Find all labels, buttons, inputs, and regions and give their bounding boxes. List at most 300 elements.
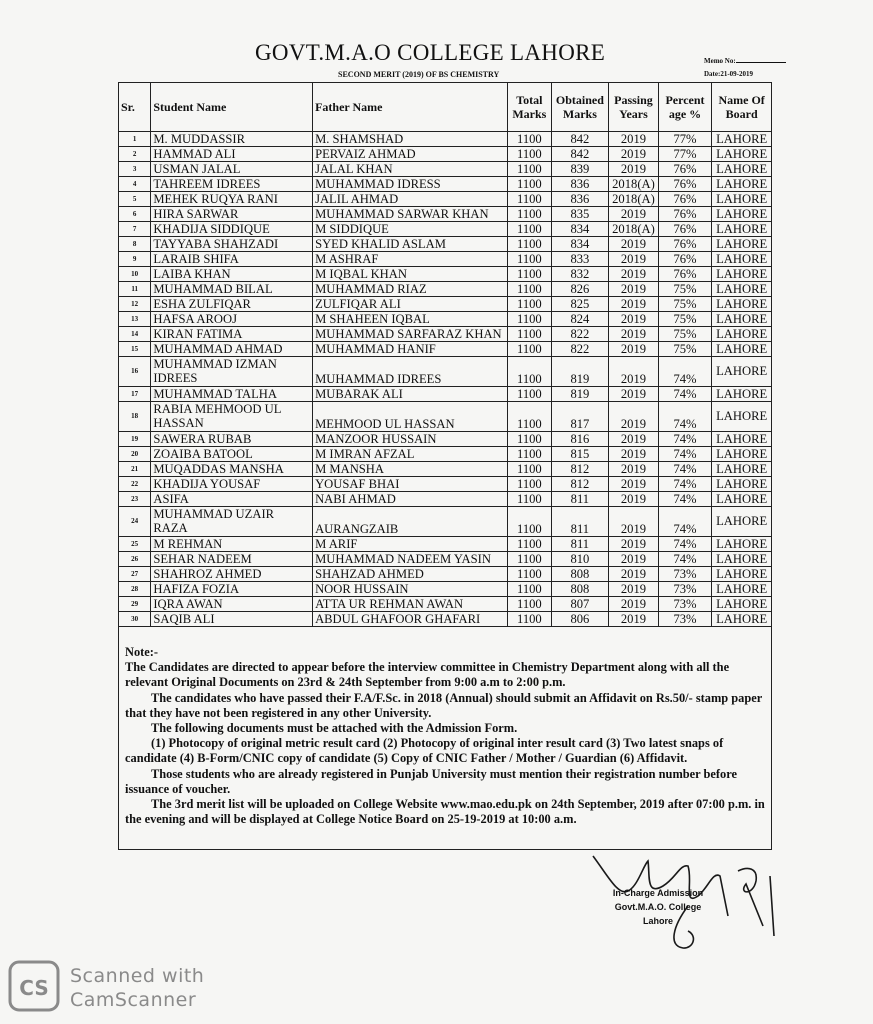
cell-percentage: 75%	[658, 342, 712, 357]
cell-student-name: HIRA SARWAR	[151, 207, 313, 222]
cell-student-name: KHADIJA YOUSAF	[151, 477, 313, 492]
table-row	[119, 612, 772, 627]
cell-sr: 18	[119, 402, 151, 432]
cell-sr: 7	[119, 222, 151, 237]
cell-percentage: 74%	[658, 432, 712, 447]
cell-percentage: 77%	[658, 132, 712, 147]
table-row	[119, 207, 772, 222]
cell-percentage: 74%	[658, 447, 712, 462]
cell-passing-year: 2019	[609, 312, 659, 327]
cell-obtained-marks: 807	[551, 597, 609, 612]
cell-sr: 10	[119, 267, 151, 282]
cell-student-name: M. MUDDASSIR	[151, 132, 313, 147]
cell-obtained-marks: 835	[551, 207, 609, 222]
signatory-college: Govt.M.A.O. College	[614, 902, 702, 912]
cell-obtained-marks: 819	[551, 357, 609, 387]
cell-obtained-marks: 836	[551, 192, 609, 207]
cell-total-marks: 1100	[508, 477, 551, 492]
cell-father-name: M. SHAMSHAD	[313, 132, 508, 147]
cell-father-name: M IQBAL KHAN	[313, 267, 508, 282]
document-date: Date:21-09-2019	[704, 70, 753, 78]
cell-passing-year: 2019	[609, 147, 659, 162]
cell-percentage: 74%	[658, 492, 712, 507]
table-row	[119, 132, 772, 147]
cell-passing-year: 2019	[609, 537, 659, 552]
cell-board: LAHORE	[712, 282, 772, 297]
cell-passing-year: 2019	[609, 432, 659, 447]
cell-total-marks: 1100	[508, 207, 551, 222]
cell-passing-year: 2019	[609, 597, 659, 612]
cell-passing-year: 2018(A)	[609, 177, 659, 192]
cell-sr: 8	[119, 237, 151, 252]
table-row	[119, 252, 772, 267]
merit-table	[118, 82, 772, 627]
table-row	[119, 192, 772, 207]
cell-total-marks: 1100	[508, 162, 551, 177]
cell-board: LAHORE	[712, 207, 772, 222]
cell-obtained-marks: 833	[551, 252, 609, 267]
table-row	[119, 447, 772, 462]
cell-board: LAHORE	[712, 387, 772, 402]
cell-board: LAHORE	[712, 237, 772, 252]
cell-sr: 30	[119, 612, 151, 627]
cell-student-name: LARAIB SHIFA	[151, 252, 313, 267]
cell-total-marks: 1100	[508, 582, 551, 597]
cell-obtained-marks: 819	[551, 387, 609, 402]
cell-board: LAHORE	[712, 432, 772, 447]
cell-father-name: M ARIF	[313, 537, 508, 552]
cell-percentage: 76%	[658, 192, 712, 207]
cell-total-marks: 1100	[508, 192, 551, 207]
cell-student-name: HAFSA AROOJ	[151, 312, 313, 327]
cell-obtained-marks: 808	[551, 582, 609, 597]
cell-student-name: RABIA MEHMOOD UL HASSAN	[151, 402, 313, 432]
column-header-sr: Sr.	[119, 83, 151, 132]
cell-percentage: 76%	[658, 162, 712, 177]
note-document-list: (1) Photocopy of original metric result card (2) Photocopy of original inter result card (3) Two latest snaps of candidate (4) B-Form/CNIC copy of candidate (5) Copy of CNIC Father / Mother / Guardian (6) Affidavit.	[125, 736, 724, 766]
cell-percentage: 74%	[658, 462, 712, 477]
watermark-line-1: Scanned with	[70, 965, 205, 987]
cell-father-name: NOOR HUSSAIN	[313, 582, 508, 597]
cell-board: LAHORE	[712, 537, 772, 552]
column-header-board: Name Of Board	[712, 83, 772, 132]
cell-passing-year: 2019	[609, 267, 659, 282]
cell-student-name: SAWERA RUBAB	[151, 432, 313, 447]
cell-obtained-marks: 811	[551, 492, 609, 507]
cell-father-name: MUHAMMAD HANIF	[313, 342, 508, 357]
cell-father-name: MUHAMMAD RIAZ	[313, 282, 508, 297]
cell-sr: 24	[119, 507, 151, 537]
cell-passing-year: 2019	[609, 552, 659, 567]
table-row	[119, 297, 772, 312]
table-row	[119, 282, 772, 297]
table-row	[119, 462, 772, 477]
cell-father-name: NABI AHMAD	[313, 492, 508, 507]
cell-father-name: M SHAHEEN IQBAL	[313, 312, 508, 327]
cell-student-name: HAMMAD ALI	[151, 147, 313, 162]
cell-obtained-marks: 822	[551, 327, 609, 342]
cell-total-marks: 1100	[508, 507, 551, 537]
cell-student-name: TAHREEM IDREES	[151, 177, 313, 192]
page-title: GOVT.M.A.O COLLEGE LAHORE	[255, 40, 606, 65]
cell-percentage: 74%	[658, 552, 712, 567]
cell-father-name: PERVAIZ AHMAD	[313, 147, 508, 162]
cell-percentage: 76%	[658, 207, 712, 222]
cell-father-name: MUHAMMAD SARFARAZ KHAN	[313, 327, 508, 342]
cell-obtained-marks: 834	[551, 237, 609, 252]
cell-father-name: YOUSAF BHAI	[313, 477, 508, 492]
table-row	[119, 177, 772, 192]
cell-percentage: 76%	[658, 267, 712, 282]
cell-obtained-marks: 822	[551, 342, 609, 357]
cell-board: LAHORE	[712, 447, 772, 462]
cell-passing-year: 2019	[609, 357, 659, 387]
note-interview: The Candidates are directed to appear before the interview committee in Chemistry Department along with all the relevant Original Documents on 23rd & 24th September from 9:00 a.m to 2:00 p.m.	[125, 660, 730, 690]
table-row	[119, 327, 772, 342]
cell-percentage: 73%	[658, 567, 712, 582]
cell-passing-year: 2019	[609, 132, 659, 147]
cell-board: LAHORE	[712, 312, 772, 327]
cell-sr: 28	[119, 582, 151, 597]
cell-passing-year: 2019	[609, 492, 659, 507]
cell-sr: 23	[119, 492, 151, 507]
cell-total-marks: 1100	[508, 267, 551, 282]
cell-percentage: 74%	[658, 477, 712, 492]
cell-total-marks: 1100	[508, 327, 551, 342]
cell-passing-year: 2019	[609, 402, 659, 432]
cell-student-name: HAFIZA FOZIA	[151, 582, 313, 597]
cell-obtained-marks: 836	[551, 177, 609, 192]
cell-passing-year: 2019	[609, 612, 659, 627]
cell-board: LAHORE	[712, 162, 772, 177]
table-row	[119, 162, 772, 177]
cell-father-name: M IMRAN AFZAL	[313, 447, 508, 462]
cell-father-name: SHAHZAD AHMED	[313, 567, 508, 582]
cell-passing-year: 2019	[609, 507, 659, 537]
cell-board: LAHORE	[712, 327, 772, 342]
cell-passing-year: 2018(A)	[609, 192, 659, 207]
cell-percentage: 76%	[658, 237, 712, 252]
cell-obtained-marks: 834	[551, 222, 609, 237]
table-row	[119, 492, 772, 507]
cell-board: LAHORE	[712, 147, 772, 162]
cell-sr: 1	[119, 132, 151, 147]
cell-student-name: ASIFA	[151, 492, 313, 507]
cell-board: LAHORE	[712, 357, 772, 387]
cell-total-marks: 1100	[508, 462, 551, 477]
cell-obtained-marks: 808	[551, 567, 609, 582]
table-row	[119, 402, 772, 432]
cell-percentage: 73%	[658, 612, 712, 627]
cell-student-name: ZOAIBA BATOOL	[151, 447, 313, 462]
cell-passing-year: 2019	[609, 567, 659, 582]
cell-sr: 25	[119, 537, 151, 552]
cell-sr: 12	[119, 297, 151, 312]
table-body	[119, 132, 772, 627]
cell-father-name: ZULFIQAR ALI	[313, 297, 508, 312]
cell-total-marks: 1100	[508, 432, 551, 447]
note-registered-students: Those students who are already registered in Punjab University must mention their registration number before issuance of voucher.	[125, 766, 738, 796]
cell-passing-year: 2019	[609, 327, 659, 342]
cell-total-marks: 1100	[508, 222, 551, 237]
table-header-row	[119, 83, 772, 132]
cell-passing-year: 2019	[609, 447, 659, 462]
cell-sr: 5	[119, 192, 151, 207]
cell-board: LAHORE	[712, 552, 772, 567]
cell-father-name: MUHAMMAD IDREES	[313, 357, 508, 387]
note-documents: The following documents must be attached with the Admission Form.	[151, 721, 518, 736]
camscanner-watermark	[70, 964, 204, 1012]
cell-total-marks: 1100	[508, 492, 551, 507]
column-header-obtained-marks: Obtained Marks	[551, 83, 609, 132]
cell-student-name: KHADIJA SIDDIQUE	[151, 222, 313, 237]
cell-obtained-marks: 842	[551, 147, 609, 162]
cell-percentage: 76%	[658, 177, 712, 192]
cell-passing-year: 2019	[609, 477, 659, 492]
note-third-merit-list: The 3rd merit list will be uploaded on College Website www.mao.edu.pk on 24th September, 2019 after 07:00 p.m. in the evening and will be displayed at College Notice Board on 25-19-2019 at 10:00 a.m.	[125, 797, 765, 827]
signatory-block	[606, 886, 710, 928]
cell-father-name: M SIDDIQUE	[313, 222, 508, 237]
table-row	[119, 237, 772, 252]
cell-passing-year: 2019	[609, 237, 659, 252]
cell-student-name: MUHAMMAD TALHA	[151, 387, 313, 402]
cell-student-name: SEHAR NADEEM	[151, 552, 313, 567]
cell-board: LAHORE	[712, 612, 772, 627]
cell-passing-year: 2019	[609, 387, 659, 402]
cell-sr: 11	[119, 282, 151, 297]
column-header-passing-years: Passing Years	[609, 83, 659, 132]
table-row	[119, 147, 772, 162]
cell-father-name: M ASHRAF	[313, 252, 508, 267]
cell-total-marks: 1100	[508, 342, 551, 357]
cell-percentage: 73%	[658, 597, 712, 612]
cell-passing-year: 2019	[609, 297, 659, 312]
table-row	[119, 597, 772, 612]
memo-blank-line	[736, 62, 786, 63]
cell-obtained-marks: 832	[551, 267, 609, 282]
table-row	[119, 537, 772, 552]
cell-father-name: MEHMOOD UL HASSAN	[313, 402, 508, 432]
table-row	[119, 222, 772, 237]
cell-percentage: 74%	[658, 537, 712, 552]
cell-percentage: 75%	[658, 297, 712, 312]
cell-passing-year: 2018(A)	[609, 222, 659, 237]
cell-board: LAHORE	[712, 462, 772, 477]
note-affidavit: The candidates who have passed their F.A/F.Sc. in 2018 (Annual) should submit an Affidavit on Rs.50/- stamp paper that they have not been registered in any other University.	[125, 690, 763, 720]
cell-passing-year: 2019	[609, 462, 659, 477]
cell-sr: 4	[119, 177, 151, 192]
cell-percentage: 75%	[658, 327, 712, 342]
cell-father-name: MUBARAK ALI	[313, 387, 508, 402]
cell-board: LAHORE	[712, 492, 772, 507]
notes-section	[125, 645, 770, 827]
cell-student-name: MEHEK RUQYA RANI	[151, 192, 313, 207]
cell-obtained-marks: 825	[551, 297, 609, 312]
cell-total-marks: 1100	[508, 402, 551, 432]
cell-obtained-marks: 812	[551, 462, 609, 477]
cell-obtained-marks: 806	[551, 612, 609, 627]
cell-total-marks: 1100	[508, 612, 551, 627]
cell-sr: 16	[119, 357, 151, 387]
cell-sr: 3	[119, 162, 151, 177]
cell-student-name: ESHA ZULFIQAR	[151, 297, 313, 312]
cell-board: LAHORE	[712, 132, 772, 147]
camscanner-logo-text: CS	[19, 976, 49, 1000]
cell-percentage: 75%	[658, 282, 712, 297]
cell-student-name: MUHAMMAD BILAL	[151, 282, 313, 297]
cell-obtained-marks: 810	[551, 552, 609, 567]
cell-passing-year: 2019	[609, 342, 659, 357]
cell-percentage: 73%	[658, 582, 712, 597]
page-subtitle: SECOND MERIT (2019) OF BS CHEMISTRY	[338, 70, 500, 79]
cell-board: LAHORE	[712, 507, 772, 537]
cell-sr: 6	[119, 207, 151, 222]
cell-percentage: 75%	[658, 312, 712, 327]
cell-father-name: JALAL KHAN	[313, 162, 508, 177]
column-header-percentage: Percent age %	[658, 83, 712, 132]
cell-obtained-marks: 815	[551, 447, 609, 462]
cell-board: LAHORE	[712, 342, 772, 357]
cell-sr: 22	[119, 477, 151, 492]
table-row	[119, 582, 772, 597]
cell-percentage: 77%	[658, 147, 712, 162]
cell-sr: 14	[119, 327, 151, 342]
table-row	[119, 267, 772, 282]
cell-father-name: AURANGZAIB	[313, 507, 508, 537]
cell-sr: 9	[119, 252, 151, 267]
cell-student-name: MUHAMMAD AHMAD	[151, 342, 313, 357]
cell-student-name: M REHMAN	[151, 537, 313, 552]
cell-obtained-marks: 824	[551, 312, 609, 327]
cell-father-name: MANZOOR HUSSAIN	[313, 432, 508, 447]
table-row	[119, 342, 772, 357]
cell-student-name: MUHAMMAD IZMAN IDREES	[151, 357, 313, 387]
cell-board: LAHORE	[712, 222, 772, 237]
cell-percentage: 76%	[658, 222, 712, 237]
cell-total-marks: 1100	[508, 237, 551, 252]
cell-father-name: MUHAMMAD IDRESS	[313, 177, 508, 192]
cell-passing-year: 2019	[609, 582, 659, 597]
cell-sr: 26	[119, 552, 151, 567]
cell-obtained-marks: 842	[551, 132, 609, 147]
cell-board: LAHORE	[712, 477, 772, 492]
cell-sr: 29	[119, 597, 151, 612]
cell-board: LAHORE	[712, 567, 772, 582]
cell-student-name: TAYYABA SHAHZADI	[151, 237, 313, 252]
cell-total-marks: 1100	[508, 597, 551, 612]
cell-obtained-marks: 812	[551, 477, 609, 492]
cell-passing-year: 2019	[609, 162, 659, 177]
cell-sr: 2	[119, 147, 151, 162]
cell-father-name: MUHAMMAD NADEEM YASIN	[313, 552, 508, 567]
cell-father-name: JALIL AHMAD	[313, 192, 508, 207]
cell-board: LAHORE	[712, 192, 772, 207]
cell-sr: 13	[119, 312, 151, 327]
cell-board: LAHORE	[712, 402, 772, 432]
cell-obtained-marks: 816	[551, 432, 609, 447]
cell-percentage: 76%	[658, 252, 712, 267]
cell-passing-year: 2019	[609, 252, 659, 267]
memo-label: Memo No:	[704, 57, 736, 65]
table-row	[119, 567, 772, 582]
cell-total-marks: 1100	[508, 147, 551, 162]
signatory-title: In-Charge Admission	[612, 888, 704, 898]
cell-sr: 17	[119, 387, 151, 402]
cell-student-name: SHAHROZ AHMED	[151, 567, 313, 582]
cell-student-name: MUQADDAS MANSHA	[151, 462, 313, 477]
cell-sr: 15	[119, 342, 151, 357]
cell-student-name: MUHAMMAD UZAIR RAZA	[151, 507, 313, 537]
cell-total-marks: 1100	[508, 252, 551, 267]
cell-percentage: 74%	[658, 387, 712, 402]
table-row	[119, 432, 772, 447]
notes-heading: Note:-	[125, 645, 159, 659]
cell-total-marks: 1100	[508, 297, 551, 312]
cell-total-marks: 1100	[508, 552, 551, 567]
cell-board: LAHORE	[712, 597, 772, 612]
cell-board: LAHORE	[712, 252, 772, 267]
cell-sr: 20	[119, 447, 151, 462]
cell-total-marks: 1100	[508, 132, 551, 147]
cell-father-name: M MANSHA	[313, 462, 508, 477]
cell-passing-year: 2019	[609, 282, 659, 297]
cell-student-name: KIRAN FATIMA	[151, 327, 313, 342]
cell-board: LAHORE	[712, 582, 772, 597]
cell-board: LAHORE	[712, 177, 772, 192]
table-row	[119, 552, 772, 567]
cell-total-marks: 1100	[508, 177, 551, 192]
cell-sr: 19	[119, 432, 151, 447]
cell-sr: 27	[119, 567, 151, 582]
signatory-city: Lahore	[642, 916, 673, 926]
cell-father-name: ATTA UR REHMAN AWAN	[313, 597, 508, 612]
cell-student-name: IQRA AWAN	[151, 597, 313, 612]
cell-obtained-marks: 839	[551, 162, 609, 177]
camscanner-logo	[8, 960, 60, 1012]
cell-percentage: 74%	[658, 507, 712, 537]
cell-sr: 21	[119, 462, 151, 477]
cell-student-name: SAQIB ALI	[151, 612, 313, 627]
cell-student-name: USMAN JALAL	[151, 162, 313, 177]
cell-obtained-marks: 817	[551, 402, 609, 432]
cell-obtained-marks: 811	[551, 507, 609, 537]
cell-passing-year: 2019	[609, 207, 659, 222]
cell-board: LAHORE	[712, 267, 772, 282]
cell-father-name: ABDUL GHAFOOR GHAFARI	[313, 612, 508, 627]
watermark-line-2: CamScanner	[70, 989, 197, 1011]
cell-total-marks: 1100	[508, 312, 551, 327]
cell-father-name: SYED KHALID ASLAM	[313, 237, 508, 252]
table-row	[119, 357, 772, 387]
cell-percentage: 74%	[658, 402, 712, 432]
column-header-father-name: Father Name	[313, 83, 508, 132]
cell-total-marks: 1100	[508, 567, 551, 582]
table-row	[119, 477, 772, 492]
cell-total-marks: 1100	[508, 387, 551, 402]
memo-number	[704, 57, 786, 65]
column-header-student-name: Student Name	[151, 83, 313, 132]
cell-total-marks: 1100	[508, 357, 551, 387]
cell-obtained-marks: 811	[551, 537, 609, 552]
cell-father-name: MUHAMMAD SARWAR KHAN	[313, 207, 508, 222]
table-row	[119, 507, 772, 537]
cell-student-name: LAIBA KHAN	[151, 267, 313, 282]
cell-board: LAHORE	[712, 297, 772, 312]
column-header-total-marks: Total Marks	[508, 83, 551, 132]
table-row	[119, 312, 772, 327]
cell-percentage: 74%	[658, 357, 712, 387]
cell-obtained-marks: 826	[551, 282, 609, 297]
